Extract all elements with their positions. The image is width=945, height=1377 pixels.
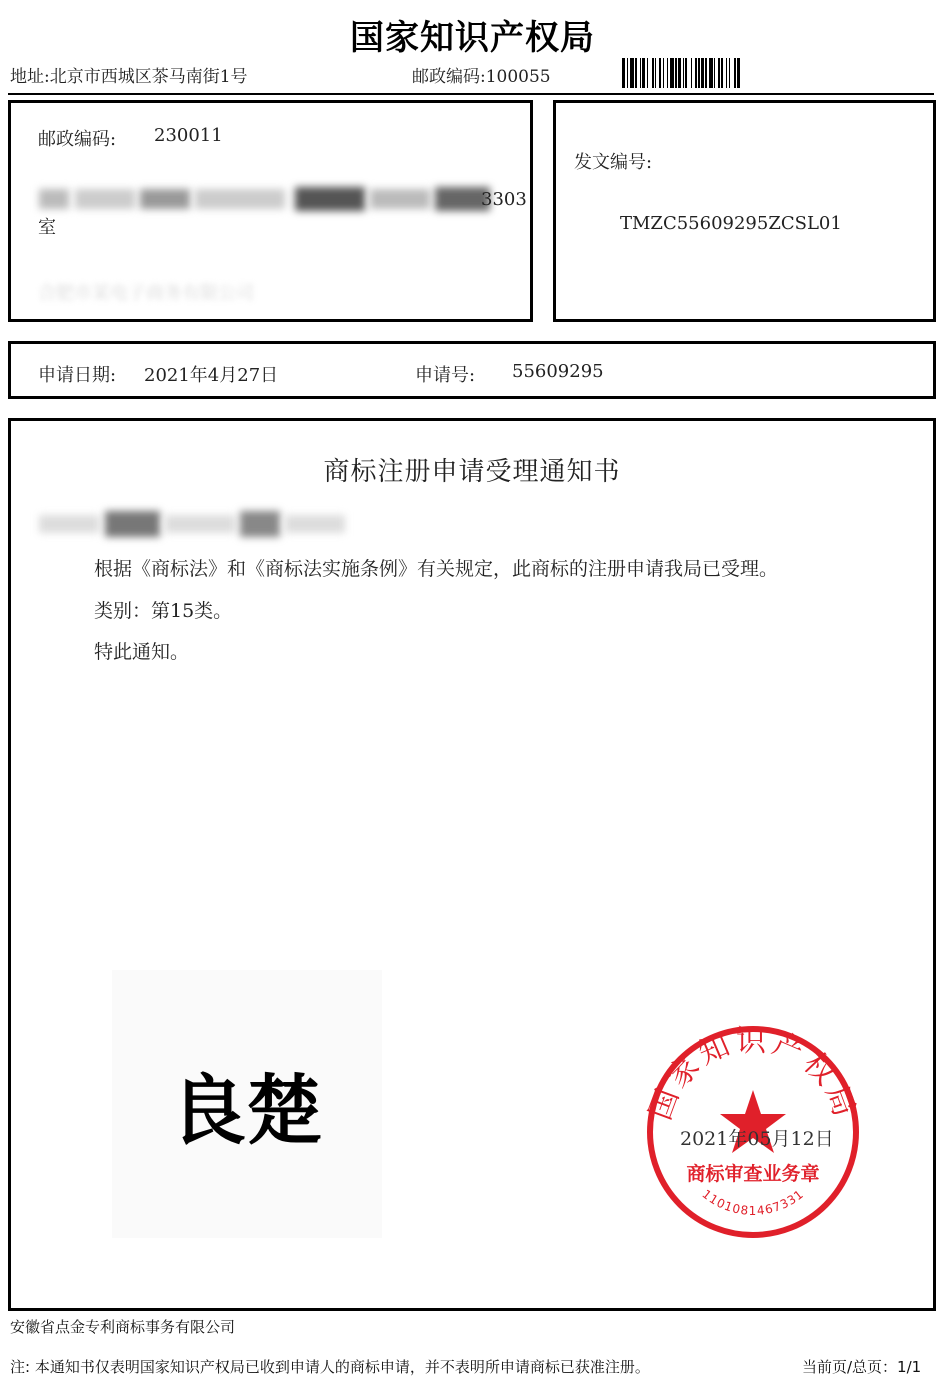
seal-inner-text: 商标审查业务章 [686, 1163, 820, 1185]
notice-paragraph-3: 特此通知。 [94, 641, 190, 663]
application-number-value: 55609295 [512, 361, 604, 382]
recipient-company: 合肥市某电子商务有限公司 [38, 283, 254, 304]
recipient-box [8, 100, 533, 322]
barcode-bar [740, 58, 741, 88]
office-postcode: 邮政编码:100055 [412, 67, 551, 87]
recipient-postcode-label: 邮政编码: [38, 129, 117, 150]
office-address: 地址:北京市西城区茶马南街1号 [10, 67, 248, 87]
office-title: 国家知识产权局 [350, 18, 595, 58]
doc-ref-label: 发文编号: [574, 152, 653, 173]
trademark-text: 良楚 [170, 1066, 322, 1155]
notice-title: 商标注册申请受理通知书 [323, 457, 621, 487]
application-date-value: 2021年4月27日 [144, 365, 279, 386]
notice-paragraph-1: 根据《商标法》和《商标法实施条例》有关规定，此商标的注册申请我局已受理。 [94, 558, 779, 580]
recipient-postcode-value: 230011 [154, 125, 223, 146]
header-rule [8, 93, 934, 95]
doc-ref-value: TMZC55609295ZCSL01 [620, 213, 842, 234]
application-box [8, 341, 936, 399]
notice-paragraph-2: 类别：第15类。 [94, 600, 233, 622]
seal-serial: 1101081467331 [699, 1186, 807, 1218]
seal-outer-text: 国家知识产权局 [642, 1024, 864, 1125]
application-date-label: 申请日期: [38, 365, 117, 386]
recipient-address-line2: 室 [38, 217, 56, 238]
issue-date: 2021年05月12日 [680, 1128, 834, 1150]
recipient-address-tail: 3303 [481, 189, 527, 210]
redacted-address [35, 183, 490, 215]
footer-note: 注: 本通知书仅表明国家知识产权局已收到申请人的商标申请，并不表明所申请商标已获准注册。 [10, 1358, 650, 1376]
application-number-label: 申请号: [415, 365, 476, 386]
agency-name: 安徽省点金专利商标事务有限公司 [10, 1318, 236, 1336]
doc-ref-box [553, 100, 936, 322]
redacted-applicant [35, 507, 355, 539]
page-indicator: 当前页/总页：1/1 [802, 1358, 922, 1376]
barcode [622, 58, 930, 88]
